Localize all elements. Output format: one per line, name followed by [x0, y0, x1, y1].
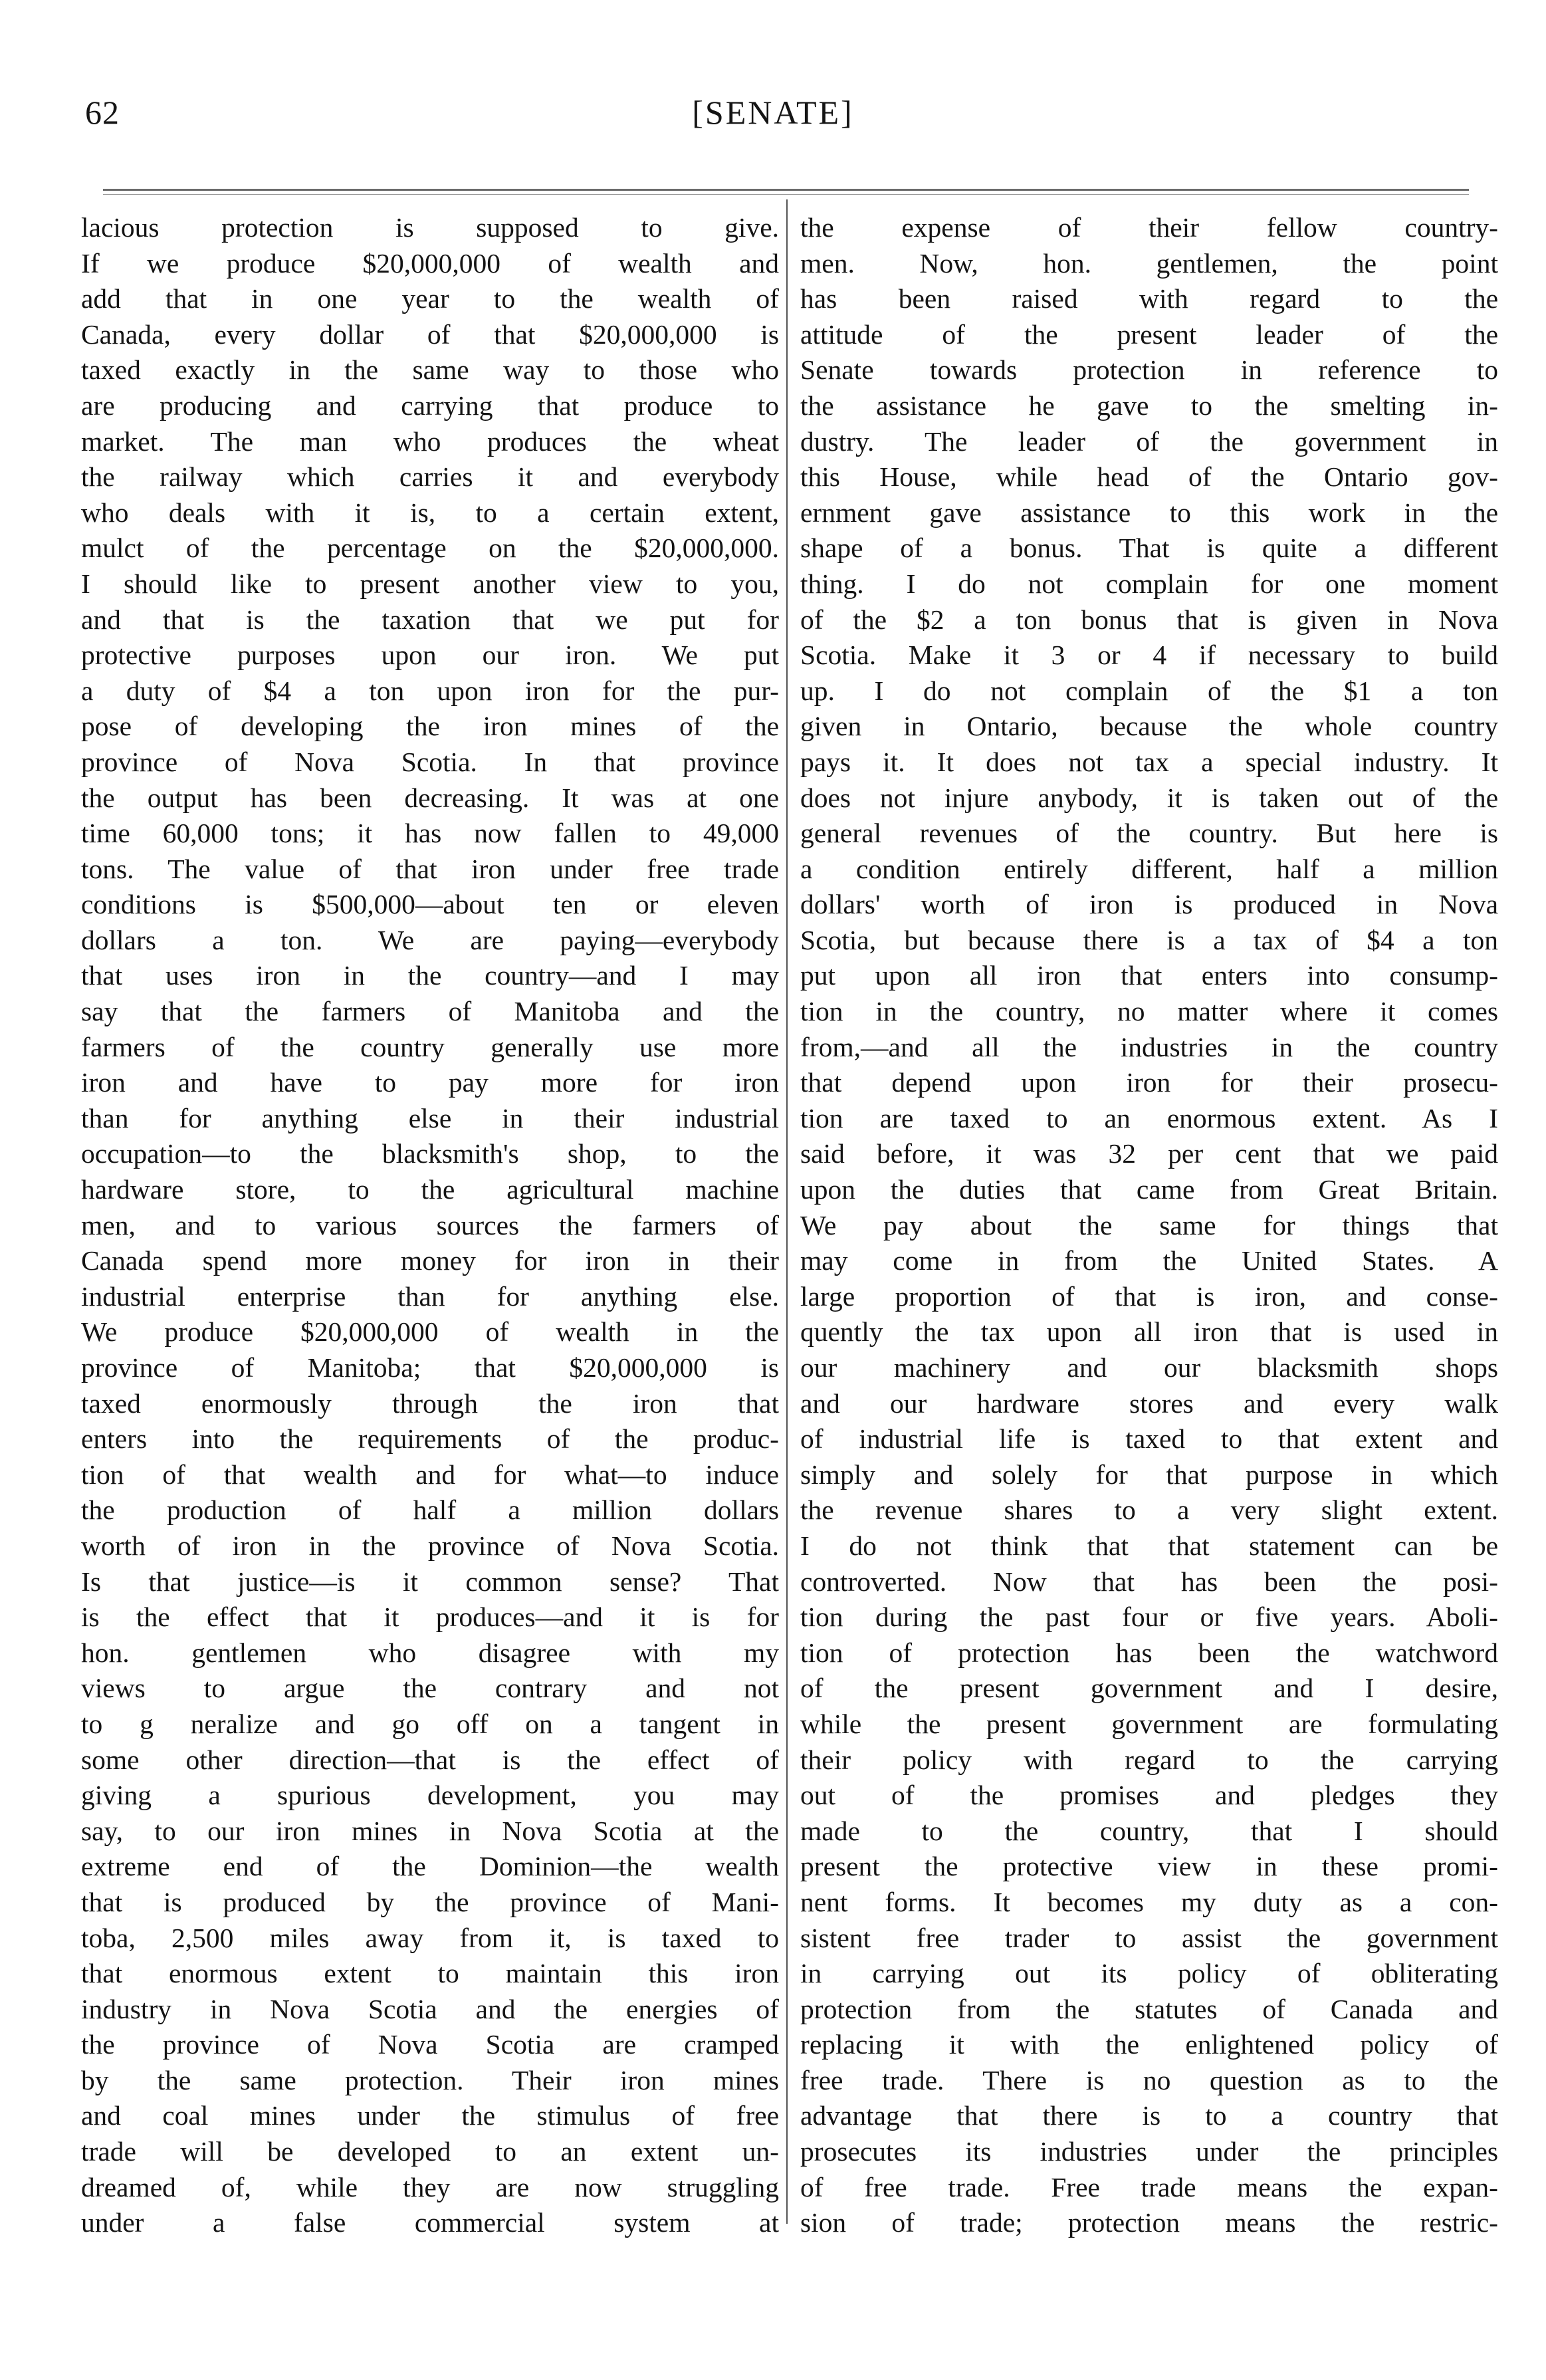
text-line: toba, 2,500 miles away from it, is taxed to	[81, 1922, 779, 1953]
text-line: upon the duties that came from Great Britain.	[800, 1174, 1498, 1205]
text-line: advantage that there is to a country that	[800, 2100, 1498, 2131]
text-line: the output has been decreasing. It was at one	[81, 782, 779, 813]
text-line: tion are taxed to an enormous extent. As I	[800, 1102, 1498, 1133]
text-line: are producing and carrying that produce to	[81, 390, 779, 421]
text-line: We pay about the same for things that	[800, 1209, 1498, 1241]
text-line: iron and have to pay more for iron	[81, 1067, 779, 1098]
text-line: province of Nova Scotia. In that province	[81, 746, 779, 777]
text-line: this House, while head of the Ontario gov-	[800, 461, 1498, 493]
right-column	[800, 210, 1498, 2241]
text-line: up. I do not complain of the $1 a ton	[800, 675, 1498, 706]
text-line: add that in one year to the wealth of	[81, 283, 779, 314]
text-line: thing. I do not complain for one moment	[800, 568, 1498, 599]
text-line: to g neralize and go off on a tangent in	[81, 1708, 779, 1739]
text-line: free trade. There is no question as to the	[800, 2064, 1498, 2095]
text-line: Canada spend more money for iron in their	[81, 1245, 779, 1276]
text-line: given in Ontario, because the whole country	[800, 711, 1498, 742]
text-line: said before, it was 32 per cent that we paid	[800, 1138, 1498, 1169]
text-line: Scotia, but because there is a tax of $4 a ton	[800, 924, 1498, 955]
text-line: worth of iron in the province of Nova Scotia.	[81, 1530, 779, 1561]
text-line: who deals with it is, to a certain extent,	[81, 497, 779, 528]
text-line: the assistance he gave to the smelting in-	[800, 390, 1498, 421]
header-rule-secondary	[103, 194, 1469, 195]
text-line: market. The man who produces the wheat	[81, 425, 779, 457]
text-line: hon. gentlemen who disagree with my	[81, 1637, 779, 1668]
text-line: mulct of the percentage on the $20,000,000.	[81, 533, 779, 564]
text-line: protection from the statutes of Canada and	[800, 1993, 1498, 2024]
text-line: extreme end of the Dominion—the wealth	[81, 1851, 779, 1882]
text-line: farmers of the country generally use more	[81, 1031, 779, 1062]
text-line: protective purposes upon our iron. We put	[81, 640, 779, 671]
text-line: trade will be developed to an extent un-	[81, 2136, 779, 2167]
text-line: Is that justice—is it common sense? That	[81, 1566, 779, 1597]
text-line: province of Manitoba; that $20,000,000 is	[81, 1352, 779, 1383]
text-line: nent forms. It becomes my duty as a con-	[800, 1886, 1498, 1917]
text-line: controverted. Now that has been the posi-	[800, 1566, 1498, 1597]
text-line: our machinery and our blacksmith shops	[800, 1352, 1498, 1383]
text-line: quently the tax upon all iron that is used in	[800, 1316, 1498, 1348]
text-line: dollars a ton. We are paying—everybody	[81, 924, 779, 955]
text-line: that is produced by the province of Mani-	[81, 1886, 779, 1917]
text-line: pose of developing the iron mines of the	[81, 711, 779, 742]
text-line: tion of protection has been the watchword	[800, 1637, 1498, 1668]
text-line: sistent free trader to assist the government	[800, 1922, 1498, 1953]
text-line: dollars' worth of iron is produced in Nova	[800, 889, 1498, 920]
page-header	[0, 93, 1546, 146]
text-line: say that the farmers of Manitoba and the	[81, 996, 779, 1027]
text-line: than for anything else in their industrial	[81, 1102, 779, 1133]
text-line: present the protective view in these promi-	[800, 1851, 1498, 1882]
text-line: from,—and all the industries in the country	[800, 1031, 1498, 1062]
text-line: hardware store, to the agricultural machine	[81, 1174, 779, 1205]
text-line: that depend upon iron for their prosecu-	[800, 1067, 1498, 1098]
text-line: men. Now, hon. gentlemen, the point	[800, 247, 1498, 279]
text-line: I should like to present another view to you,	[81, 568, 779, 599]
text-line: Senate towards protection in reference to	[800, 354, 1498, 386]
text-line: ernment gave assistance to this work in the	[800, 497, 1498, 528]
text-line: the railway which carries it and everybody	[81, 461, 779, 493]
text-line: prosecutes its industries under the principles	[800, 2136, 1498, 2167]
text-line: the expense of their fellow country-	[800, 212, 1498, 243]
text-line: and coal mines under the stimulus of free	[81, 2100, 779, 2131]
text-line: and that is the taxation that we put for	[81, 604, 779, 635]
text-line: conditions is $500,000—about ten or eleven	[81, 889, 779, 920]
text-line: I do not think that that statement can be	[800, 1530, 1498, 1561]
text-line: while the present government are formulating	[800, 1708, 1498, 1739]
text-line: made to the country, that I should	[800, 1815, 1498, 1846]
text-line: a condition entirely different, half a million	[800, 853, 1498, 884]
text-line: Canada, every dollar of that $20,000,000 is	[81, 318, 779, 350]
text-line: by the same protection. Their iron mines	[81, 2064, 779, 2095]
text-line: has been raised with regard to the	[800, 283, 1498, 314]
text-line: time 60,000 tons; it has now fallen to 49,000	[81, 818, 779, 849]
text-line: the revenue shares to a very slight extent.	[800, 1494, 1498, 1526]
text-line: large proportion of that is iron, and conse-	[800, 1280, 1498, 1312]
text-line: We produce $20,000,000 of wealth in the	[81, 1316, 779, 1348]
text-line: pays it. It does not tax a special industry. It	[800, 746, 1498, 777]
text-line: tons. The value of that iron under free trade	[81, 853, 779, 884]
text-line: some other direction—that is the effect of	[81, 1744, 779, 1775]
text-line: If we produce $20,000,000 of wealth and	[81, 247, 779, 279]
text-line: industry in Nova Scotia and the energies of	[81, 1993, 779, 2024]
text-line: and our hardware stores and every walk	[800, 1387, 1498, 1419]
text-line: tion during the past four or five years. Aboli-	[800, 1602, 1498, 1633]
text-line: say, to our iron mines in Nova Scotia at the	[81, 1815, 779, 1846]
text-line: enters into the requirements of the produc-	[81, 1423, 779, 1455]
page-number: 62	[85, 94, 120, 131]
text-line: that uses iron in the country—and I may	[81, 960, 779, 991]
text-line: views to argue the contrary and not	[81, 1673, 779, 1704]
text-line: lacious protection is supposed to give.	[81, 212, 779, 243]
column-divider	[786, 199, 788, 2224]
text-line: industrial enterprise than for anything else.	[81, 1280, 779, 1312]
text-line: giving a spurious development, you may	[81, 1780, 779, 1811]
text-line: does not injure anybody, it is taken out of the	[800, 782, 1498, 813]
text-line: tion in the country, no matter where it comes	[800, 996, 1498, 1027]
text-line: under a false commercial system at	[81, 2207, 779, 2238]
left-column	[81, 210, 779, 2241]
text-line: sion of trade; protection means the restric-	[800, 2207, 1498, 2238]
text-line: of the present government and I desire,	[800, 1673, 1498, 1704]
text-line: out of the promises and pledges they	[800, 1780, 1498, 1811]
header-rule	[103, 189, 1469, 191]
text-line: general revenues of the country. But here is	[800, 818, 1498, 849]
text-line: of the $2 a ton bonus that is given in Nova	[800, 604, 1498, 635]
text-line: a duty of $4 a ton upon iron for the pur-	[81, 675, 779, 706]
text-line: the province of Nova Scotia are cramped	[81, 2029, 779, 2060]
text-line: of free trade. Free trade means the expan-	[800, 2171, 1498, 2202]
text-line: the production of half a million dollars	[81, 1494, 779, 1526]
text-line: put upon all iron that enters into consump-	[800, 960, 1498, 991]
running-head: [SENATE]	[692, 94, 854, 131]
text-line: Scotia. Make it 3 or 4 if necessary to build	[800, 640, 1498, 671]
text-line: taxed exactly in the same way to those who	[81, 354, 779, 386]
text-line: occupation—to the blacksmith's shop, to the	[81, 1138, 779, 1169]
text-line: in carrying out its policy of obliterating	[800, 1958, 1498, 1989]
text-line: taxed enormously through the iron that	[81, 1387, 779, 1419]
text-line: their policy with regard to the carrying	[800, 1744, 1498, 1775]
text-line: tion of that wealth and for what—to induce	[81, 1459, 779, 1490]
text-line: that enormous extent to maintain this iron	[81, 1958, 779, 1989]
text-line: attitude of the present leader of the	[800, 318, 1498, 350]
text-line: dreamed of, while they are now struggling	[81, 2171, 779, 2202]
text-line: simply and solely for that purpose in which	[800, 1459, 1498, 1490]
text-line: is the effect that it produces—and it is for	[81, 1602, 779, 1633]
text-line: dustry. The leader of the government in	[800, 425, 1498, 457]
text-line: of industrial life is taxed to that extent and	[800, 1423, 1498, 1455]
text-line: may come in from the United States. A	[800, 1245, 1498, 1276]
text-line: men, and to various sources the farmers of	[81, 1209, 779, 1241]
text-line: replacing it with the enlightened policy of	[800, 2029, 1498, 2060]
text-line: shape of a bonus. That is quite a different	[800, 533, 1498, 564]
